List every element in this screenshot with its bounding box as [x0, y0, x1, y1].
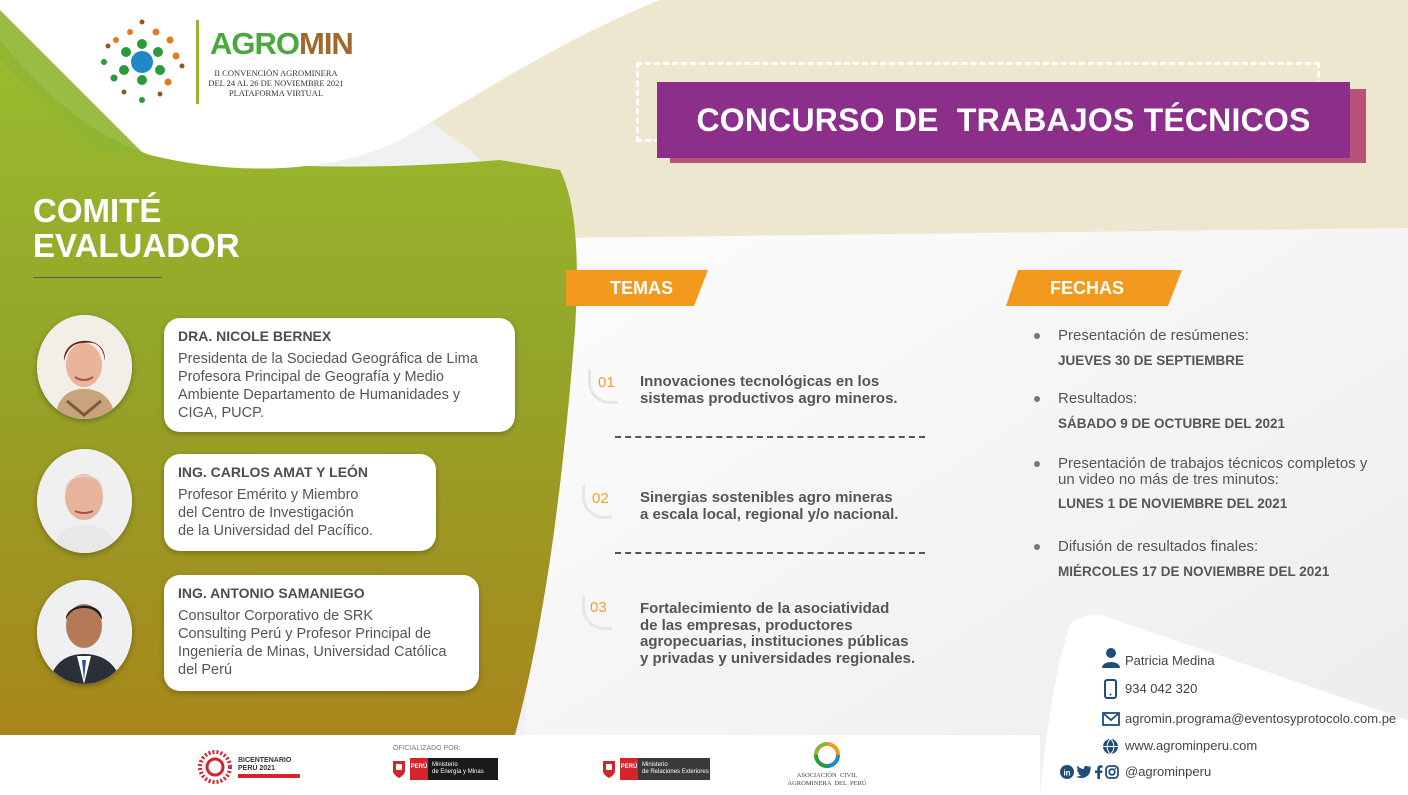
- member-desc-line: de la Universidad del Pacífico.: [178, 523, 374, 539]
- member-photo-amat: [37, 449, 132, 553]
- oficializado-label: OFICIALIZADO POR:: [393, 745, 461, 752]
- theme-text-line: y privadas y universidades regionales.: [640, 649, 916, 667]
- theme-number: 01: [598, 374, 615, 391]
- member-desc-line: Consulting Perú y Profesor Principal de: [178, 626, 432, 642]
- rree-text-2: de Relaciones Exteriores: [642, 769, 709, 775]
- rree-peru-label: PERÚ: [620, 764, 638, 770]
- theme-text-line: sistemas productivos agro mineros.: [640, 389, 898, 407]
- page-title: CONCURSO DE TRABAJOS TÉCNICOS: [657, 82, 1350, 158]
- phone-icon: [1103, 679, 1119, 699]
- instagram-icon[interactable]: [1105, 765, 1119, 779]
- member-desc-line: del Centro de Investigación: [178, 505, 354, 521]
- member-desc-line: Presidenta de la Sociedad Geográfica de Lima: [178, 351, 478, 367]
- date-value: MIÉRCOLES 17 DE NOVIEMBRE DEL 2021: [1058, 564, 1330, 579]
- date-value: SÁBADO 9 DE OCTUBRE DEL 2021: [1058, 416, 1286, 431]
- theme-text-line: Fortalecimiento de la asociatividad: [640, 600, 890, 617]
- temas-label: TEMAS: [610, 278, 673, 298]
- logo-title-min: MIN: [299, 26, 353, 61]
- peru-shield-icon: [390, 759, 408, 779]
- peru-shield-icon: [600, 759, 618, 779]
- member-desc-line: del Perú: [178, 662, 233, 678]
- svg-text:in: in: [1063, 768, 1071, 778]
- theme-text-line: de las empresas, productores: [640, 616, 853, 634]
- contact-website[interactable]: www.agrominperu.com: [1125, 738, 1258, 753]
- theme-text-line: Innovaciones tecnológicas en los: [640, 373, 880, 390]
- bicentenario-text-2: PERÚ 2021: [238, 765, 275, 772]
- member-name: DRA. NICOLE BERNEX: [178, 328, 332, 344]
- globe-icon: [1102, 738, 1119, 755]
- minem-text-2: de Energía y Minas: [432, 769, 484, 775]
- date-value: LUNES 1 DE NOVIEMBRE DEL 2021: [1058, 496, 1288, 511]
- member-desc-line: Profesora Principal de Geografía y Medio: [178, 369, 444, 385]
- logo-title-agro: AGRO: [210, 26, 299, 61]
- date-label: Difusión de resultados finales:: [1058, 538, 1259, 555]
- theme-text-line: agropecuarias, instituciones públicas: [640, 633, 909, 650]
- asociacion-emblem-icon: [814, 742, 840, 768]
- bullet: [1034, 544, 1040, 550]
- bicentenario-emblem-icon: [198, 750, 232, 784]
- date-value: JUEVES 30 DE SEPTIEMBRE: [1058, 353, 1245, 368]
- member-photo-samaniego: [37, 580, 132, 684]
- member-card: [164, 575, 479, 691]
- bicentenario-text-1: BICENTENARIO: [238, 757, 292, 764]
- committee-heading: [33, 193, 240, 263]
- member-card: [164, 454, 436, 551]
- linkedin-icon[interactable]: [1060, 765, 1074, 779]
- member-desc-line: Ingeniería de Minas, Universidad Católica: [178, 644, 447, 660]
- rree-logo: [600, 758, 712, 780]
- temas-tag: [566, 270, 708, 306]
- rree-text-1: Ministerio: [642, 762, 668, 768]
- committee-divider: [33, 277, 162, 278]
- bullet: [1034, 333, 1040, 339]
- member-card: [164, 318, 515, 432]
- member-name: ING. CARLOS AMAT Y LEÓN: [178, 464, 369, 480]
- contact-social-handle[interactable]: @agrominperu: [1125, 764, 1212, 779]
- twitter-icon[interactable]: [1076, 765, 1092, 779]
- person-icon: [1102, 648, 1120, 668]
- date-label: Resultados:: [1058, 390, 1138, 407]
- theme-number: 03: [590, 599, 607, 616]
- logo-subtitle-2: DEL 24 AL 26 DE NOVIEMBRE 2021: [208, 78, 344, 88]
- member-desc-line: Ambiente Departamento de Humanidades y: [178, 387, 461, 403]
- contact-name: Patricia Medina: [1125, 653, 1215, 668]
- committee-heading-line2: EVALUADOR: [33, 227, 240, 264]
- contact-phone-number[interactable]: 934 042 320: [1125, 681, 1198, 696]
- logo-subtitle-3: PLATAFORMA VIRTUAL: [228, 88, 324, 98]
- date-label: un video no más de tres minutos:: [1058, 471, 1279, 488]
- date-label: Presentación de trabajos técnicos completos y: [1058, 455, 1368, 472]
- member-desc-line: Consultor Corporativo de SRK: [178, 608, 374, 624]
- minem-text-1: Ministerio: [432, 762, 458, 768]
- minem-logo: [390, 758, 500, 780]
- theme-text-line: a escala local, regional y/o nacional.: [640, 505, 899, 523]
- bullet: [1034, 461, 1040, 467]
- date-label: Presentación de resúmenes:: [1058, 327, 1249, 344]
- theme-separator: [615, 436, 925, 438]
- logo-dots-graphic: [96, 16, 188, 108]
- member-photo-bernex: [37, 315, 132, 419]
- asociacion-logo: [786, 742, 868, 790]
- theme-text-line: Sinergias sostenibles agro mineras: [640, 489, 893, 506]
- bullet: [1034, 396, 1040, 402]
- member-desc-line: CIGA, PUCP.: [178, 405, 264, 421]
- email-icon: [1102, 712, 1120, 726]
- minem-peru-label: PERÚ: [410, 764, 428, 770]
- contact-email-address[interactable]: agromin.programa@eventosyprotocolo.com.pe: [1125, 711, 1397, 726]
- member-name: ING. ANTONIO SAMANIEGO: [178, 585, 365, 601]
- logo-subtitle-1: II CONVENCIÓN AGROMINERA: [214, 68, 338, 78]
- bicentenario-logo: [198, 750, 308, 784]
- member-desc-line: Profesor Emérito y Miembro: [178, 487, 359, 503]
- theme-separator: [615, 552, 925, 554]
- theme-number: 02: [592, 490, 609, 507]
- asociacion-text-1: ASOCIACIÓN CIVIL: [796, 772, 858, 779]
- asociacion-text-2: AGROMINERA DEL PERÚ: [787, 780, 867, 787]
- fechas-label: FECHAS: [1050, 278, 1125, 298]
- fechas-tag: [1006, 270, 1182, 306]
- facebook-icon[interactable]: [1094, 765, 1103, 779]
- agromin-logo: [96, 16, 356, 106]
- committee-heading-line1: COMITÉ: [33, 192, 162, 229]
